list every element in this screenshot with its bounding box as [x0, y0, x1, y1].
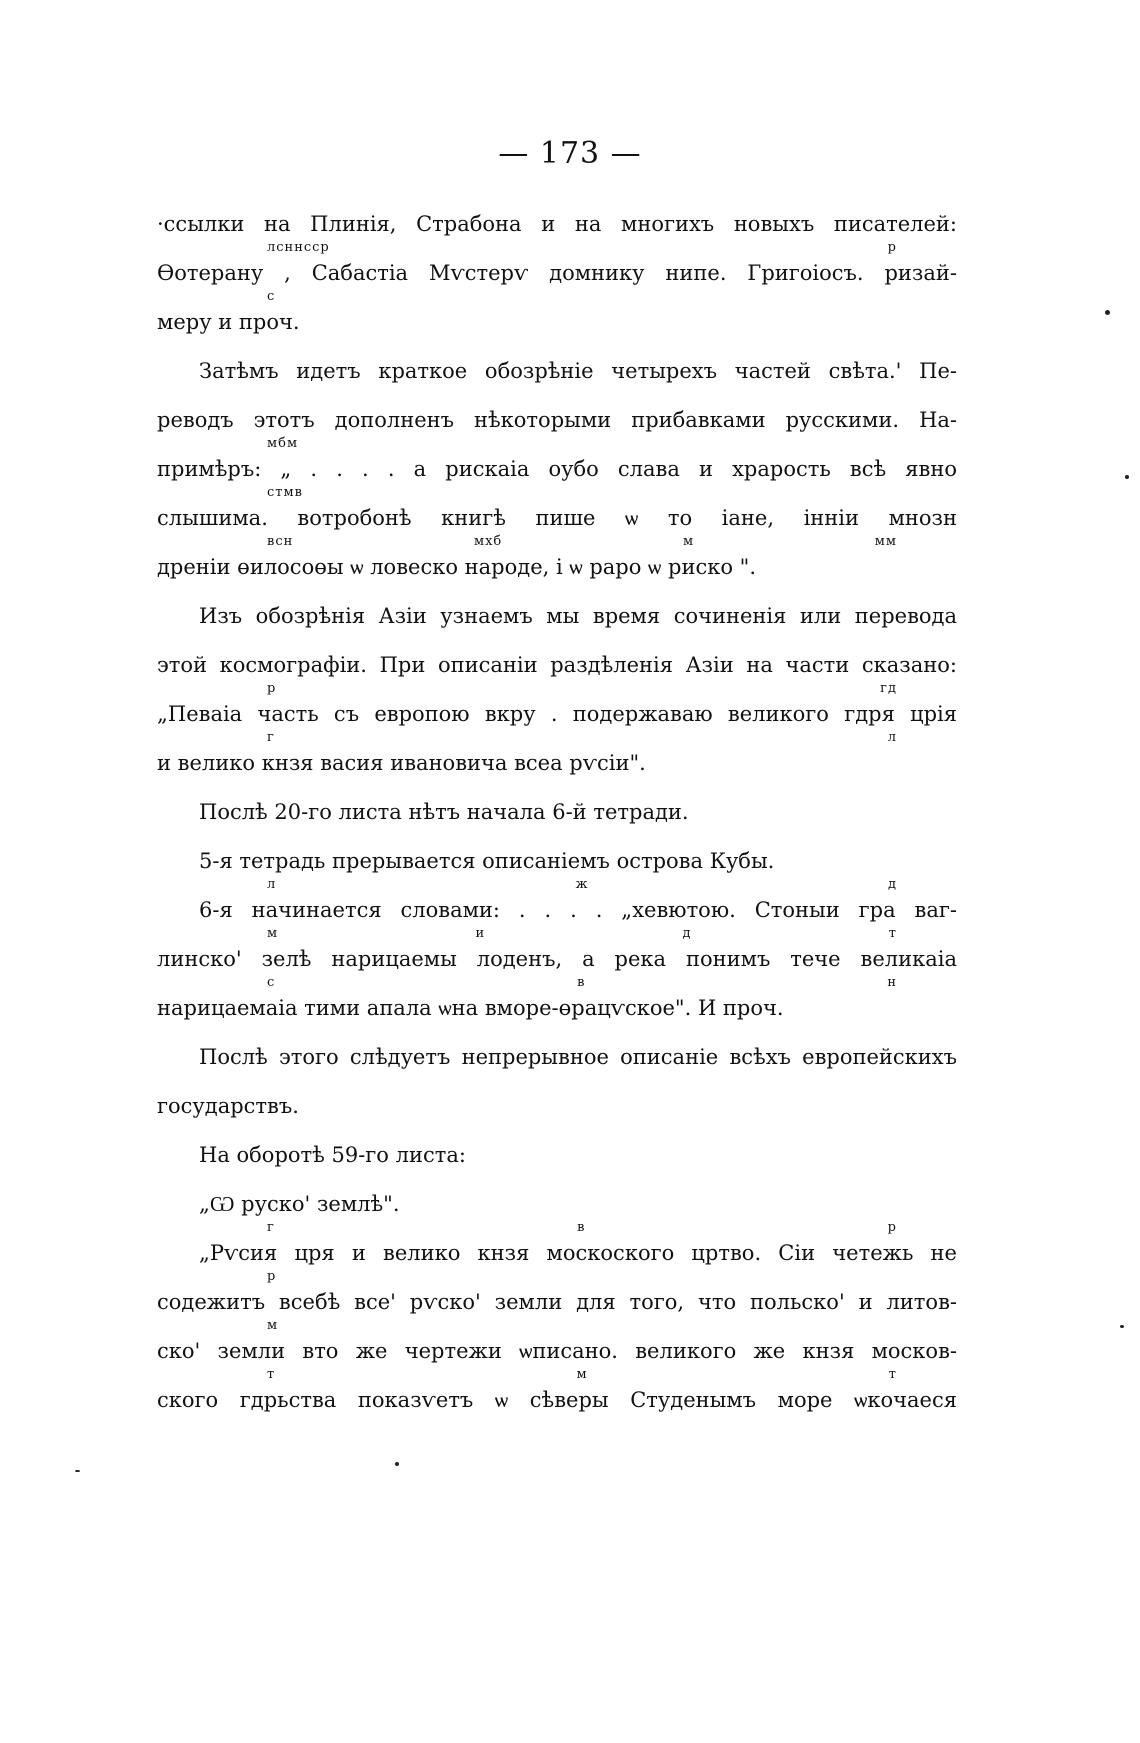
- text-line: примѣръ: „ . . . . а рискаіа оубо слава и храрость всѣ явно: [157, 457, 957, 481]
- text-line: 6-я начинается словами: . . . . „хевютою. Стоныи гра ваг-: [199, 898, 957, 922]
- text-line: 5-я тетрадь прерывается описаніемъ острова Кубы.: [199, 849, 775, 873]
- body-text: ·ссылки на Плинія, Страбона и на многихъ новыхъ писателей: лсннсср р Өотерану , Сабастіа Мѵстерѵ домнику нипе. Григоіосъ. ризай- с меру и проч. Затѣмъ идетъ краткое обозрѣніе четырехъ частей свѣта.' Пе- реводъ этотъ дополненъ нѣкоторыми прибавками русскими. На- мбм примѣръ: „ . . . . а рискаіа оубо слава и храрость всѣ явно стмв слышима. вотробонѣ книгѣ пише ѡ то іане, інніи мнозн всн мхб м мм дреніи өилосоөы ѡ ловеско народе, і ѡ раро ѡ риско ". Изъ обозрѣнія Азіи узнаемъ мы время сочиненія или перевода этой космографіи. При описаніи раздѣленія Азіи на части сказано: р гд „Певаіа часть съ европою вкру . подержаваю великого гдря црія г л и велико кнзя васия ивановича всеа рѵсіи". Послѣ 20-го листа нѣтъ начала 6-й тетради. 5-я тетрадь прерывается описаніемъ острова Кубы. л ж д 6-я начинается словами: . . . . „хевютою. Стоныи гра ваг- м и д т линско' зелѣ нарицаемы лоденъ, а река понимъ тече великаіа с в н нарицаемаіа тими апала ѡна вморе-өрацѵское". И проч. Послѣ этого слѣдуетъ непрерывное описаніе всѣхъ европейскихъ государствъ. На оборотѣ 59-го листа: „Ѡ руско' землѣ". г в р „Рѵсия цря и велико кнзя москоского цртво. Сіи четежь не р содежитъ всебѣ все' рѵско' земли для того, что польско' и литов- м ско' земли вто же чертежи ѡписано. великого же кнзя москов- т м т ского гдрьства показѵетъ ѡ сѣверы Студенымъ море ѡкочаеся: [157, 200, 957, 1425]
- text-line: ·ссылки на Плинія, Страбона и на многихъ новыхъ писателей:: [157, 212, 957, 236]
- text-line: „Ѡ руско' землѣ".: [199, 1192, 400, 1216]
- ink-speck: [1105, 310, 1110, 315]
- text-line: и велико кнзя васия ивановича всеа рѵсіи".: [157, 751, 646, 775]
- text-line: слышима. вотробонѣ книгѣ пише ѡ то іане, інніи мнозн: [157, 506, 957, 530]
- text-line: На оборотѣ 59-го листа:: [199, 1143, 466, 1167]
- text-line: этой космографіи. При описаніи раздѣленія Азіи на части сказано:: [157, 653, 957, 677]
- text-line: содежитъ всебѣ все' рѵско' земли для того, что польско' и литов-: [157, 1290, 957, 1314]
- text-line: „Певаіа часть съ европою вкру . подержаваю великого гдря црія: [157, 702, 957, 726]
- text-line: Затѣмъ идетъ краткое обозрѣніе четырехъ частей свѣта.' Пе-: [199, 359, 957, 383]
- text-line: ского гдрьства показѵетъ ѡ сѣверы Студенымъ море ѡкочаеся: [157, 1388, 957, 1412]
- text-line: меру и проч.: [157, 310, 300, 334]
- text-line: государствъ.: [157, 1094, 299, 1118]
- text-line: Послѣ 20-го листа нѣтъ начала 6-й тетради.: [199, 800, 689, 824]
- text-line: „Рѵсия цря и велико кнзя москоского цртво. Сіи четежь не: [199, 1241, 957, 1265]
- text-line: ско' земли вто же чертежи ѡписано. великого же кнзя москов-: [157, 1339, 957, 1363]
- page-number: — 173 —: [498, 136, 642, 171]
- text-line: Изъ обозрѣнія Азіи узнаемъ мы время сочиненія или перевода: [199, 604, 957, 628]
- text-line: дреніи өилосоөы ѡ ловеско народе, і ѡ раро ѡ риско ".: [157, 555, 757, 579]
- text-line: реводъ этотъ дополненъ нѣкоторыми прибавками русскими. На-: [157, 408, 957, 432]
- ink-speck: [395, 1462, 399, 1466]
- ink-speck: [1120, 1325, 1124, 1328]
- text-line: линско' зелѣ нарицаемы лоденъ, а река понимъ тече великаіа: [157, 947, 957, 971]
- text-line: нарицаемаіа тими апала ѡна вморе-өрацѵское". И проч.: [157, 996, 784, 1020]
- text-line: Послѣ этого слѣдуетъ непрерывное описаніе всѣхъ европейскихъ: [199, 1045, 957, 1069]
- ink-speck: [75, 1470, 80, 1472]
- ink-speck: [1125, 475, 1129, 479]
- text-line: Өотерану , Сабастіа Мѵстерѵ домнику нипе. Григоіосъ. ризай-: [157, 261, 957, 285]
